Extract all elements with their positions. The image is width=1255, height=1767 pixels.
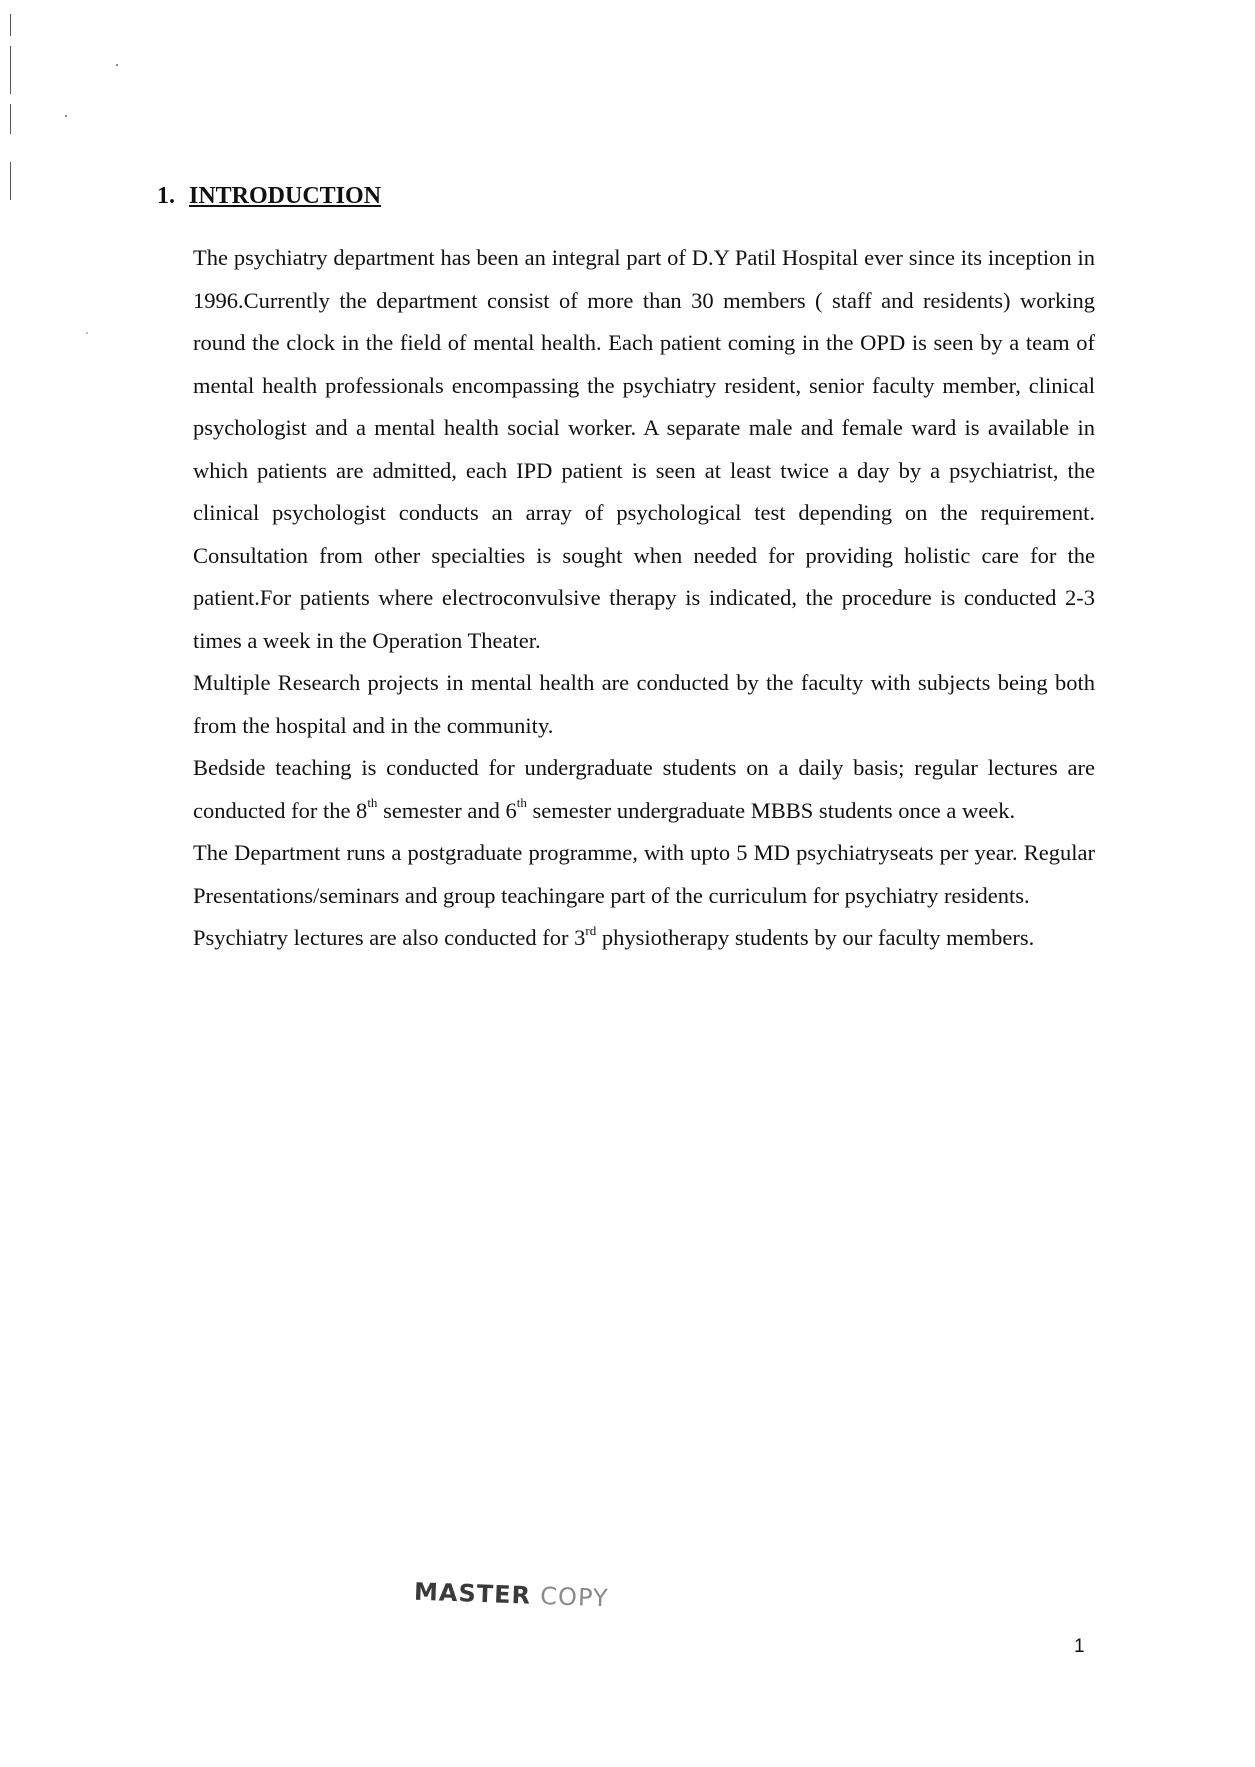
scan-artifact (10, 104, 11, 134)
paragraph-teaching-text: Bedside teaching is conducted for undergraduate students on a daily basis; regular lectures are conducted for the 8 (193, 755, 1095, 823)
scan-artifact (10, 46, 11, 94)
scan-artifact (10, 162, 11, 200)
section-title: INTRODUCTION (189, 183, 382, 209)
master-copy-stamp (414, 1578, 609, 1613)
page-number: 1 (1074, 1636, 1085, 1657)
paragraph-physiotherapy (193, 917, 1095, 960)
paragraph-physiotherapy-text: physiotherapy students by our faculty members. (596, 925, 1035, 950)
paragraph-teaching-text: semester undergraduate MBBS students once a week. (526, 797, 1016, 823)
stamp-word-master: MASTER (413, 1577, 532, 1610)
paragraph-physiotherapy-text: Psychiatry lectures are also conducted for 3 (193, 925, 586, 950)
stamp-word-copy: COPY (539, 1582, 610, 1613)
paragraph-teaching-text: semester and 6 (377, 797, 517, 823)
scan-speck (116, 64, 118, 66)
superscript: rd (585, 922, 597, 938)
paragraph-postgraduate: The Department runs a postgraduate programme, with upto 5 MD psychiatryseats per year. Regular Presentations/seminars and group teachingare part of the curriculum for psychiatry residents. (193, 840, 1095, 908)
scan-speck (86, 332, 88, 334)
superscript: th (367, 795, 378, 810)
superscript: th (516, 795, 527, 810)
scan-artifact (10, 14, 11, 36)
paragraph-research: Multiple Research projects in mental health are conducted by the faculty with subjects being both from the hospital and in the community. (193, 670, 1095, 738)
paragraph-overview: The psychiatry department has been an integral part of D.Y Patil Hospital ever since its inception in 1996.Currently the department consist of more than 30 members ( staff and residents) working round the clock in the field of mental health. Each patient coming in the OPD is seen by a team of mental health professionals encompassing the psychiatry resident, senior faculty member, clinical psychologist and a mental health social worker. A separate male and female ward is available in which patients are admitted, each IPD patient is seen at least twice a day by a psychiatrist, the clinical psychologist conducts an array of psychological test depending on the requirement. Consultation from other specialties is sought when needed for providing holistic care for the patient.For patients where electroconvulsive therapy is indicated, the procedure is conducted 2-3 times a week in the Operation Theater. (193, 245, 1095, 653)
section-heading (157, 183, 381, 210)
scan-speck (65, 115, 67, 117)
section-number: 1. (157, 183, 175, 209)
introduction-body (193, 237, 1095, 960)
paragraph-teaching (193, 747, 1095, 832)
